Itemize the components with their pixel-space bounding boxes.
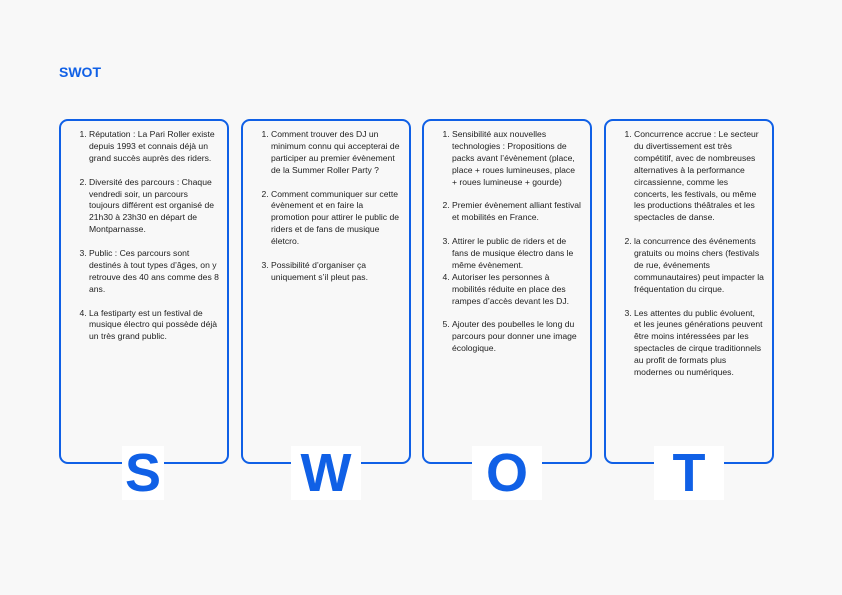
weaknesses-list [243, 121, 409, 284]
list-item: 3. Attirer le public de riders et de fans de musique électro dans le même évènement. [452, 236, 582, 272]
threats-card [604, 119, 774, 464]
letter-w: W [291, 446, 361, 500]
weaknesses-card [241, 119, 411, 464]
list-item: 1. Comment trouver des DJ un minimum connu qui accepterai de participer au premier évènement de la Summer Roller Party ? [271, 129, 401, 177]
list-item: 2. Comment communiquer sur cette évènement et en faire la promotion pour attirer le public de riders et de fans de musique életcro. [271, 189, 401, 249]
list-item: 4. Autoriser les personnes à mobilités réduite en place des rampes d’accès devant les DJ. [452, 272, 582, 308]
strengths-card [59, 119, 229, 464]
list-item: 2. Diversité des parcours : Chaque vendredi soir, un parcours toujours différent est organisé de 21h30 à 23h30 en départ de Montparnasse. [89, 177, 219, 237]
strengths-list [61, 121, 227, 343]
page-title: SWOT [59, 64, 101, 80]
list-item: 2. la concurrence des événements gratuits ou moins chers (festivals de rue, événements communautaires) peut impacter la fréquentation du cirque. [634, 236, 764, 296]
list-item: 3. Possibilité d’organiser ça uniquement s’il pleut pas. [271, 260, 401, 284]
letter-t: T [654, 446, 724, 500]
letter-o: O [472, 446, 542, 500]
list-item: 5. Ajouter des poubelles le long du parcours pour donner une image écologique. [452, 319, 582, 355]
list-item: 4. La festiparty est un festival de musique électro qui possède déjà un très grand public. [89, 308, 219, 344]
opportunities-list [424, 121, 590, 355]
opportunities-card [422, 119, 592, 464]
list-item: 1. Sensibilité aux nouvelles technologies : Propositions de packs avant l’évènement (place, place + roues lumineuses, place + roues lumineuse + gourde) [452, 129, 582, 189]
list-item: 1. Réputation : La Pari Roller existe depuis 1993 et connais déjà un grand succès auprès des riders. [89, 129, 219, 165]
list-item: 2. Premier évènement alliant festival et mobilités en France. [452, 200, 582, 224]
list-item: 1. Concurrence accrue : Le secteur du divertissement est très compétitif, avec de nombreuses alternatives à la performance circassienne, comme les concerts, les festivals, ou même les productions théâtrales et les spectacles de danse. [634, 129, 764, 224]
list-item: 3. Les attentes du public évoluent, et les jeunes générations peuvent être moins intéressées par les spectacles de cirque traditionnels au profit de formats plus modernes ou numériques. [634, 308, 764, 379]
letter-s: S [122, 446, 164, 500]
threats-list [606, 121, 772, 379]
list-item: 3. Public : Ces parcours sont destinés à tout types d’âges, on y retrouve des 40 ans comme des 8 ans. [89, 248, 219, 296]
